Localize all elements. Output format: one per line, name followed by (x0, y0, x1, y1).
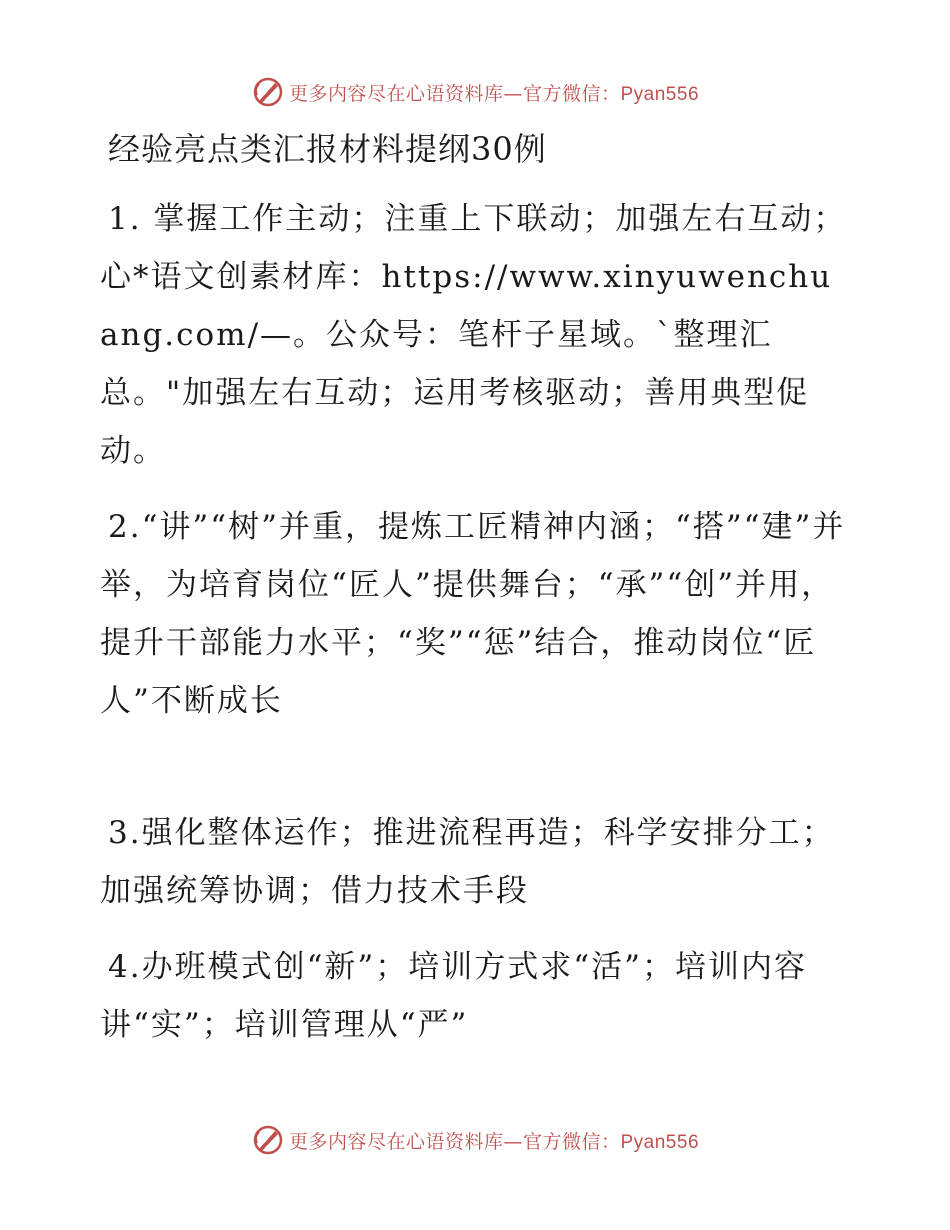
quill-logo-icon (251, 75, 285, 109)
footer-banner (0, 1120, 950, 1160)
item-text: “讲”“树”并重，提炼工匠精神内涵；“搭”“建”并举，为培育岗位“匠人”提供舞台；“承”“创”并用，提升干部能力水平；“奖”“惩”结合，推动岗位“匠人”不断成长 (100, 509, 846, 719)
item-text: 强化整体运作；推进流程再造；科学安排分工；加强统筹协调；借力技术手段 (100, 815, 835, 909)
item-number: 1. (108, 201, 142, 237)
banner-text: 更多内容尽在心语资料库—官方微信：Pyan556 (288, 1130, 700, 1153)
document-title: 经验亮点类汇报材料提纲30例 (108, 130, 547, 168)
quill-logo-icon (251, 1123, 285, 1157)
list-item (100, 804, 850, 920)
list-item (100, 938, 850, 1054)
banner-text: 更多内容尽在心语资料库—官方微信：Pyan556 (288, 82, 700, 105)
list-item (100, 498, 850, 730)
item-number: 4. (108, 949, 142, 985)
item-number: 2. (108, 509, 142, 545)
item-number: 3. (108, 815, 142, 851)
item-text: 办班模式创“新”；培训方式求“活”；培训内容讲“实”；培训管理从“严” (100, 949, 807, 1043)
wechat-id: Pyan556 (620, 1131, 700, 1153)
header-banner (0, 72, 950, 112)
list-item (100, 190, 850, 480)
item-text: 掌握工作主动；注重上下联动；加强左右互动；心*语文创素材库：https://www.xinyuwenchuang.com/—。公众号：笔杆子星域。`整理汇总。"加强左右互动；运用考核驱动；善用典型促动。 (100, 201, 847, 469)
wechat-id: Pyan556 (620, 83, 700, 105)
